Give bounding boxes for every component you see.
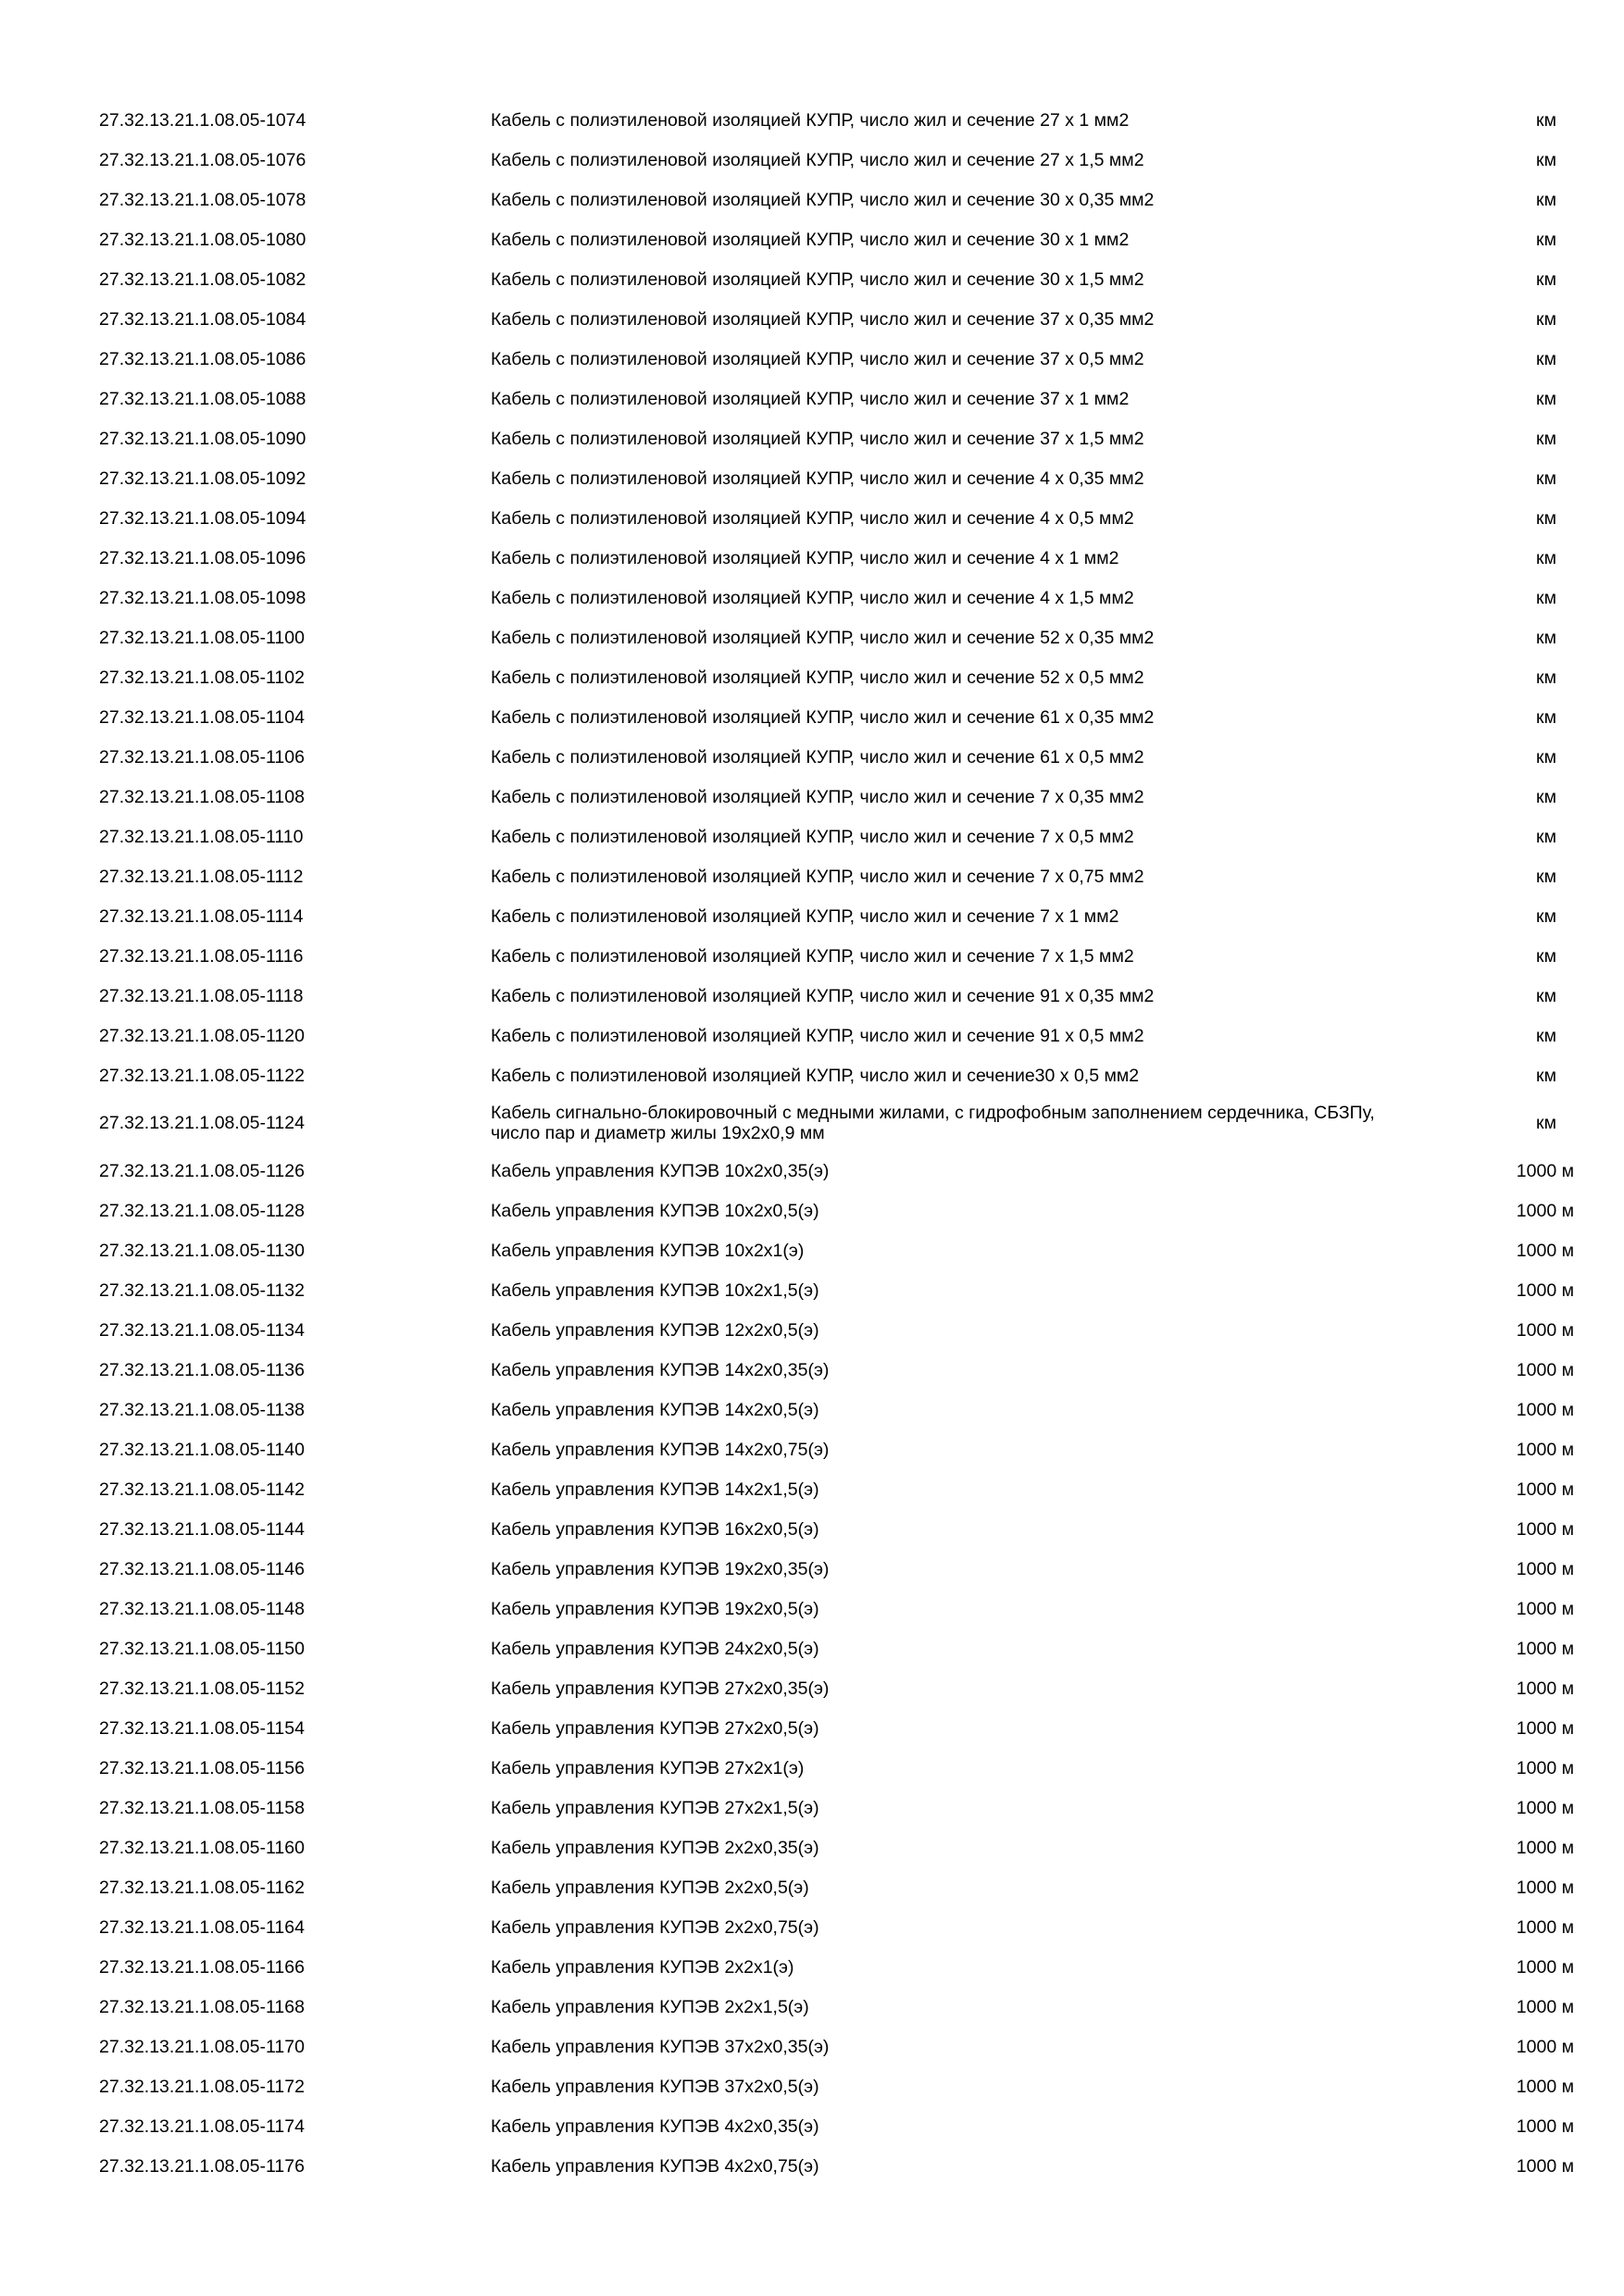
item-code: 27.32.13.21.1.08.05-1144	[99, 1518, 305, 1540]
item-name: Кабель с полиэтиленовой изоляцией КУПР, число жил и сечение 91 х 0,35 мм2	[491, 985, 1155, 1006]
item-code: 27.32.13.21.1.08.05-1136	[99, 1359, 305, 1380]
table-row	[0, 259, 1624, 299]
item-unit: 1000 м	[1516, 1558, 1574, 1579]
item-name: Кабель с полиэтиленовой изоляцией КУПР, число жил и сечение 61 х 0,5 мм2	[491, 746, 1144, 767]
item-code: 27.32.13.21.1.08.05-1082	[99, 268, 306, 290]
item-unit: км	[1536, 706, 1556, 728]
item-code: 27.32.13.21.1.08.05-1104	[99, 706, 305, 728]
item-name: Кабель с полиэтиленовой изоляцией КУПР, число жил и сечение 4 х 1 мм2	[491, 547, 1119, 568]
item-code: 27.32.13.21.1.08.05-1120	[99, 1025, 305, 1046]
item-code: 27.32.13.21.1.08.05-1168	[99, 1996, 305, 2017]
table-row	[0, 1509, 1624, 1549]
item-unit: 1000 м	[1516, 1717, 1574, 1739]
item-code: 27.32.13.21.1.08.05-1080	[99, 229, 306, 250]
table-row	[0, 458, 1624, 498]
table-row	[0, 498, 1624, 538]
table-row	[0, 1390, 1624, 1429]
table-row	[0, 1016, 1624, 1055]
table-row	[0, 737, 1624, 777]
item-unit: 1000 м	[1516, 1996, 1574, 2017]
item-unit: км	[1536, 388, 1556, 409]
table-row	[0, 1095, 1624, 1151]
table-row	[0, 1589, 1624, 1628]
item-unit: 1000 м	[1516, 1359, 1574, 1380]
table-row	[0, 2066, 1624, 2106]
table-row	[0, 1668, 1624, 1708]
table-row	[0, 1270, 1624, 1310]
item-name: Кабель управления КУПЭВ 19х2х0,5(э)	[491, 1598, 819, 1619]
item-unit: км	[1536, 746, 1556, 767]
item-name: Кабель с полиэтиленовой изоляцией КУПР, число жил и сечение 7 х 1,5 мм2	[491, 945, 1134, 967]
item-unit: км	[1536, 268, 1556, 290]
item-unit: км	[1536, 587, 1556, 608]
item-code: 27.32.13.21.1.08.05-1132	[99, 1279, 305, 1301]
item-name: Кабель сигнально-блокировочный с медными жилами, с гидрофобным заполнением сердечника, СБЗПу, число пар и диаметр жилы 19х2х0,9 мм	[491, 1103, 1375, 1143]
item-code: 27.32.13.21.1.08.05-1148	[99, 1598, 305, 1619]
item-code: 27.32.13.21.1.08.05-1162	[99, 1877, 305, 1898]
table-row	[0, 1469, 1624, 1509]
table-row	[0, 1310, 1624, 1350]
item-code: 27.32.13.21.1.08.05-1128	[99, 1200, 305, 1221]
table-row	[0, 219, 1624, 259]
table-row	[0, 418, 1624, 458]
item-name: Кабель с полиэтиленовой изоляцией КУПР, число жил и сечение 30 х 1 мм2	[491, 229, 1130, 250]
item-code: 27.32.13.21.1.08.05-1112	[99, 866, 304, 887]
item-code: 27.32.13.21.1.08.05-1150	[99, 1638, 305, 1659]
item-name: Кабель управления КУПЭВ 2х2х0,35(э)	[491, 1837, 819, 1858]
item-code: 27.32.13.21.1.08.05-1154	[99, 1717, 305, 1739]
item-unit: км	[1536, 866, 1556, 887]
item-unit: 1000 м	[1516, 2036, 1574, 2057]
item-unit: 1000 м	[1516, 1439, 1574, 1460]
item-name: Кабель управления КУПЭВ 12х2х0,5(э)	[491, 1319, 819, 1341]
item-name: Кабель с полиэтиленовой изоляцией КУПР, число жил и сечение 7 х 0,35 мм2	[491, 786, 1144, 807]
item-name: Кабель с полиэтиленовой изоляцией КУПР, число жил и сечение 30 х 0,35 мм2	[491, 189, 1155, 210]
item-name: Кабель с полиэтиленовой изоляцией КУПР, число жил и сечение 37 х 0,5 мм2	[491, 348, 1144, 369]
item-code: 27.32.13.21.1.08.05-1118	[99, 985, 304, 1006]
item-name: Кабель управления КУПЭВ 14х2х0,35(э)	[491, 1359, 830, 1380]
item-name: Кабель с полиэтиленовой изоляцией КУПР, число жил и сечение 61 х 0,35 мм2	[491, 706, 1155, 728]
item-unit: 1000 м	[1516, 1877, 1574, 1898]
item-code: 27.32.13.21.1.08.05-1122	[99, 1065, 305, 1086]
table-row	[0, 100, 1624, 140]
item-code: 27.32.13.21.1.08.05-1102	[99, 667, 305, 688]
item-name: Кабель управления КУПЭВ 14х2х1,5(э)	[491, 1479, 819, 1500]
table-row	[0, 2027, 1624, 2066]
item-unit: км	[1536, 348, 1556, 369]
table-row	[0, 379, 1624, 418]
item-unit: 1000 м	[1516, 1598, 1574, 1619]
table-row	[0, 140, 1624, 180]
item-name: Кабель с полиэтиленовой изоляцией КУПР, число жил и сечение 52 х 0,35 мм2	[491, 627, 1155, 648]
item-code: 27.32.13.21.1.08.05-1166	[99, 1956, 305, 1978]
item-name: Кабель управления КУПЭВ 4х2х0,35(э)	[491, 2115, 819, 2137]
item-name: Кабель с полиэтиленовой изоляцией КУПР, число жил и сечение 52 х 0,5 мм2	[491, 667, 1144, 688]
table-row	[0, 339, 1624, 379]
item-unit: 1000 м	[1516, 1200, 1574, 1221]
item-unit: км	[1536, 945, 1556, 967]
item-name: Кабель управления КУПЭВ 27х2х0,5(э)	[491, 1717, 819, 1739]
item-code: 27.32.13.21.1.08.05-1086	[99, 348, 306, 369]
table-row	[0, 1987, 1624, 2027]
table-row	[0, 1230, 1624, 1270]
item-code: 27.32.13.21.1.08.05-1140	[99, 1439, 305, 1460]
table-row	[0, 1748, 1624, 1788]
item-code: 27.32.13.21.1.08.05-1134	[99, 1319, 305, 1341]
item-unit: км	[1536, 428, 1556, 449]
item-name: Кабель управления КУПЭВ 27х2х0,35(э)	[491, 1678, 830, 1699]
item-code: 27.32.13.21.1.08.05-1096	[99, 547, 306, 568]
item-name: Кабель управления КУПЭВ 19х2х0,35(э)	[491, 1558, 830, 1579]
item-unit: км	[1536, 985, 1556, 1006]
item-code: 27.32.13.21.1.08.05-1126	[99, 1160, 305, 1181]
item-name: Кабель с полиэтиленовой изоляцией КУПР, число жил и сечение 4 х 1,5 мм2	[491, 587, 1134, 608]
item-unit: 1000 м	[1516, 1916, 1574, 1938]
item-unit: 1000 м	[1516, 2076, 1574, 2097]
item-unit: 1000 м	[1516, 1160, 1574, 1181]
table-row	[0, 578, 1624, 618]
item-code: 27.32.13.21.1.08.05-1100	[99, 627, 305, 648]
table-row	[0, 1828, 1624, 1867]
table-row	[0, 817, 1624, 856]
item-code: 27.32.13.21.1.08.05-1114	[99, 905, 304, 927]
item-code: 27.32.13.21.1.08.05-1098	[99, 587, 306, 608]
item-code: 27.32.13.21.1.08.05-1074	[99, 109, 306, 131]
item-code: 27.32.13.21.1.08.05-1108	[99, 786, 305, 807]
item-unit: км	[1536, 1025, 1556, 1046]
item-name: Кабель управления КУПЭВ 10х2х0,35(э)	[491, 1160, 830, 1181]
table-row	[0, 1628, 1624, 1668]
item-name: Кабель управления КУПЭВ 10х2х1(э)	[491, 1240, 805, 1261]
item-code: 27.32.13.21.1.08.05-1130	[99, 1240, 305, 1261]
item-name: Кабель с полиэтиленовой изоляцией КУПР, число жил и сечение 7 х 1 мм2	[491, 905, 1119, 927]
item-unit: км	[1536, 308, 1556, 330]
item-name: Кабель с полиэтиленовой изоляцией КУПР, число жил и сечение 37 х 1 мм2	[491, 388, 1130, 409]
table-row	[0, 618, 1624, 657]
item-code: 27.32.13.21.1.08.05-1090	[99, 428, 306, 449]
table-row	[0, 1350, 1624, 1390]
item-unit: км	[1536, 229, 1556, 250]
item-name: Кабель управления КУПЭВ 14х2х0,5(э)	[491, 1399, 819, 1420]
table-row	[0, 976, 1624, 1016]
item-name: Кабель с полиэтиленовой изоляцией КУПР, число жил и сечение 4 х 0,35 мм2	[491, 468, 1144, 489]
item-code: 27.32.13.21.1.08.05-1092	[99, 468, 306, 489]
item-unit: км	[1536, 786, 1556, 807]
item-code: 27.32.13.21.1.08.05-1176	[99, 2155, 305, 2177]
item-unit: км	[1536, 627, 1556, 648]
table-row	[0, 1867, 1624, 1907]
table-row	[0, 697, 1624, 737]
item-unit: 1000 м	[1516, 1240, 1574, 1261]
table-row	[0, 1151, 1624, 1191]
item-name: Кабель управления КУПЭВ 2х2х1,5(э)	[491, 1996, 809, 2017]
item-unit: км	[1536, 189, 1556, 210]
table-row	[0, 856, 1624, 896]
table-row	[0, 1708, 1624, 1748]
item-code: 27.32.13.21.1.08.05-1164	[99, 1916, 305, 1938]
table-row	[0, 180, 1624, 219]
item-name: Кабель управления КУПЭВ 2х2х0,5(э)	[491, 1877, 809, 1898]
item-unit: 1000 м	[1516, 1757, 1574, 1778]
item-unit: км	[1536, 1113, 1556, 1133]
table-row	[0, 1907, 1624, 1947]
item-unit: 1000 м	[1516, 1518, 1574, 1540]
item-code: 27.32.13.21.1.08.05-1110	[99, 826, 304, 847]
item-code: 27.32.13.21.1.08.05-1146	[99, 1558, 305, 1579]
item-code: 27.32.13.21.1.08.05-1156	[99, 1757, 305, 1778]
item-unit: 1000 м	[1516, 1479, 1574, 1500]
table-row	[0, 896, 1624, 936]
item-unit: 1000 м	[1516, 1279, 1574, 1301]
item-code: 27.32.13.21.1.08.05-1106	[99, 746, 305, 767]
item-code: 27.32.13.21.1.08.05-1174	[99, 2115, 305, 2137]
item-unit: км	[1536, 905, 1556, 927]
item-unit: км	[1536, 547, 1556, 568]
table-row	[0, 1429, 1624, 1469]
item-name: Кабель управления КУПЭВ 4х2х0,75(э)	[491, 2155, 819, 2177]
table-row	[0, 1788, 1624, 1828]
item-code: 27.32.13.21.1.08.05-1078	[99, 189, 306, 210]
item-unit: 1000 м	[1516, 1638, 1574, 1659]
item-unit: км	[1536, 149, 1556, 170]
item-name: Кабель с полиэтиленовой изоляцией КУПР, число жил и сечение 4 х 0,5 мм2	[491, 507, 1134, 529]
table-row	[0, 1055, 1624, 1095]
item-code: 27.32.13.21.1.08.05-1160	[99, 1837, 305, 1858]
item-unit: 1000 м	[1516, 1956, 1574, 1978]
item-name: Кабель с полиэтиленовой изоляцией КУПР, число жил и сечение 7 х 0,75 мм2	[491, 866, 1144, 887]
item-name: Кабель управления КУПЭВ 27х2х1,5(э)	[491, 1797, 819, 1818]
item-unit: км	[1536, 468, 1556, 489]
item-unit: км	[1536, 109, 1556, 131]
item-code: 27.32.13.21.1.08.05-1116	[99, 945, 304, 967]
item-code: 27.32.13.21.1.08.05-1076	[99, 149, 306, 170]
item-name: Кабель с полиэтиленовой изоляцией КУПР, число жил и сечение30 х 0,5 мм2	[491, 1065, 1140, 1086]
item-name: Кабель с полиэтиленовой изоляцией КУПР, число жил и сечение 37 х 1,5 мм2	[491, 428, 1144, 449]
table-row	[0, 1191, 1624, 1230]
item-name: Кабель управления КУПЭВ 16х2х0,5(э)	[491, 1518, 819, 1540]
item-name: Кабель управления КУПЭВ 14х2х0,75(э)	[491, 1439, 830, 1460]
item-name: Кабель управления КУПЭВ 2х2х1(э)	[491, 1956, 794, 1978]
item-name: Кабель управления КУПЭВ 2х2х0,75(э)	[491, 1916, 819, 1938]
item-name: Кабель с полиэтиленовой изоляцией КУПР, число жил и сечение 30 х 1,5 мм2	[491, 268, 1144, 290]
item-name: Кабель управления КУПЭВ 37х2х0,5(э)	[491, 2076, 819, 2097]
item-name: Кабель управления КУПЭВ 24х2х0,5(э)	[491, 1638, 819, 1659]
item-name: Кабель управления КУПЭВ 37х2х0,35(э)	[491, 2036, 830, 2057]
item-name: Кабель с полиэтиленовой изоляцией КУПР, число жил и сечение 91 х 0,5 мм2	[491, 1025, 1144, 1046]
item-name: Кабель с полиэтиленовой изоляцией КУПР, число жил и сечение 37 х 0,35 мм2	[491, 308, 1155, 330]
item-code: 27.32.13.21.1.08.05-1088	[99, 388, 306, 409]
item-name: Кабель с полиэтиленовой изоляцией КУПР, число жил и сечение 27 х 1 мм2	[491, 109, 1130, 131]
item-unit: км	[1536, 1065, 1556, 1086]
item-unit: 1000 м	[1516, 1399, 1574, 1420]
item-code: 27.32.13.21.1.08.05-1084	[99, 308, 306, 330]
item-unit: км	[1536, 667, 1556, 688]
item-unit: 1000 м	[1516, 1678, 1574, 1699]
item-code: 27.32.13.21.1.08.05-1158	[99, 1797, 305, 1818]
item-code: 27.32.13.21.1.08.05-1172	[99, 2076, 305, 2097]
item-name: Кабель управления КУПЭВ 10х2х0,5(э)	[491, 1200, 819, 1221]
item-unit: 1000 м	[1516, 2155, 1574, 2177]
item-name: Кабель с полиэтиленовой изоляцией КУПР, число жил и сечение 7 х 0,5 мм2	[491, 826, 1134, 847]
item-unit: 1000 м	[1516, 1837, 1574, 1858]
table-row	[0, 1549, 1624, 1589]
item-name: Кабель с полиэтиленовой изоляцией КУПР, число жил и сечение 27 х 1,5 мм2	[491, 149, 1144, 170]
table-row	[0, 777, 1624, 817]
table-row	[0, 1947, 1624, 1987]
item-unit: км	[1536, 507, 1556, 529]
item-code: 27.32.13.21.1.08.05-1152	[99, 1678, 305, 1699]
item-unit: 1000 м	[1516, 2115, 1574, 2137]
table-row	[0, 299, 1624, 339]
table-row	[0, 2146, 1624, 2186]
item-unit: 1000 м	[1516, 1319, 1574, 1341]
table-row	[0, 657, 1624, 697]
item-unit: 1000 м	[1516, 1797, 1574, 1818]
table-row	[0, 538, 1624, 578]
item-code: 27.32.13.21.1.08.05-1094	[99, 507, 306, 529]
item-unit: км	[1536, 826, 1556, 847]
item-code: 27.32.13.21.1.08.05-1142	[99, 1479, 305, 1500]
table-row	[0, 2106, 1624, 2146]
item-code: 27.32.13.21.1.08.05-1170	[99, 2036, 305, 2057]
item-name: Кабель управления КУПЭВ 10х2х1,5(э)	[491, 1279, 819, 1301]
table-row	[0, 936, 1624, 976]
item-code: 27.32.13.21.1.08.05-1124	[99, 1113, 305, 1133]
item-name: Кабель управления КУПЭВ 27х2х1(э)	[491, 1757, 805, 1778]
item-code: 27.32.13.21.1.08.05-1138	[99, 1399, 305, 1420]
